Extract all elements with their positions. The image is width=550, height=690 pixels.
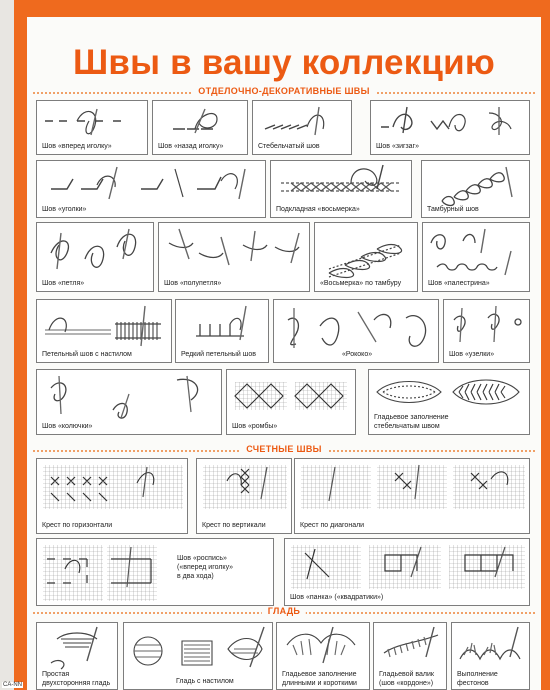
- stitch-card-cross-horizontal: [36, 458, 188, 534]
- stitch-card-loop: [36, 222, 154, 292]
- section-header-decorative: [33, 86, 535, 100]
- stitch-card-long-short: [276, 622, 370, 690]
- stitch-card-figure8: [270, 160, 412, 218]
- stitch-caption: Шов «назад иголку»: [158, 143, 224, 150]
- stitch-caption: двухсторонняя гладь: [42, 680, 111, 687]
- stitch-card-figure8chain: [314, 222, 418, 292]
- stitch-card-sparse-buttonhole: [175, 299, 269, 363]
- stitch-caption: Простая: [42, 671, 70, 678]
- section-label: ОТДЕЛОЧНО-ДЕКОРАТИВНЫЕ ШВЫ: [192, 86, 375, 96]
- stitch-card-halfloop: [158, 222, 310, 292]
- section-header-satin: [33, 606, 535, 620]
- stitch-card-padded-satin: [123, 622, 273, 690]
- stitch-caption: Петельный шов с настилом: [42, 351, 132, 358]
- stitch-caption: фестонов: [457, 680, 489, 687]
- stitch-card-cross-diagonal: [294, 458, 530, 534]
- section-header-counted: [33, 444, 535, 458]
- stitch-caption: Крест по диагонали: [300, 522, 365, 529]
- stitch-card-zigzag: [370, 100, 530, 155]
- stitch-card-cross-vertical: [196, 458, 292, 534]
- stitch-caption: («вперед иголку»: [177, 564, 234, 571]
- stitch-caption: Крест по горизонтали: [42, 522, 113, 529]
- stitch-caption: Гладьевое заполнение: [374, 414, 449, 421]
- stitch-caption: Крест по вертикали: [202, 522, 266, 529]
- stitch-card-stem: [252, 100, 352, 155]
- section-label: СЧЕТНЫЕ ШВЫ: [240, 444, 328, 454]
- page-title: Швы в вашу коллекцию: [73, 43, 495, 82]
- stitch-card-rococo: [273, 299, 439, 363]
- stitch-diagram: [37, 539, 274, 606]
- stitch-card-festoon: [451, 622, 530, 690]
- stitch-card-buttonhole-satin: [36, 299, 172, 363]
- stitch-caption: «Рококо»: [342, 351, 373, 358]
- section-label: ГЛАДЬ: [262, 606, 306, 616]
- stitch-card-rhombus: [226, 369, 356, 435]
- stitch-caption: Шов «колючки»: [42, 423, 93, 430]
- photo-credit: CA-NN: [3, 682, 22, 688]
- stitch-card-forward: [36, 100, 148, 155]
- stitch-caption: Шов «палестрина»: [428, 280, 490, 287]
- stitch-caption: Редкий петельный шов: [181, 351, 256, 358]
- stitch-caption: Гладьевой валик: [379, 671, 434, 678]
- stitch-card-panka: [284, 538, 530, 606]
- stitch-caption: Шов «ромбы»: [232, 423, 278, 430]
- stitch-caption: Шов «уголки»: [42, 206, 87, 213]
- sheet: [27, 17, 541, 690]
- stitch-caption: «Восьмерка» по тамбуру: [320, 280, 402, 287]
- stitch-caption: Шов «роспись»: [177, 555, 227, 562]
- stitch-caption: стебельчатым швом: [374, 423, 440, 430]
- stitch-caption: Шов «узелки»: [449, 351, 495, 358]
- stitch-caption: Шов «петля»: [42, 280, 85, 287]
- stitch-card-corners: [36, 160, 266, 218]
- stitch-caption: Подкладная «восьмерка»: [276, 206, 360, 213]
- stitch-caption: длинными и короткими: [282, 680, 357, 687]
- stitch-caption: Выполнение: [457, 671, 498, 678]
- stitch-card-stem-fill: [368, 369, 530, 435]
- stitch-caption: Шов «зигзаг»: [376, 143, 420, 150]
- stitch-caption: Шов «полупетля»: [164, 280, 222, 287]
- stitch-caption: Шов «вперед иголку»: [42, 143, 112, 150]
- stitch-card-holbein: [36, 538, 274, 606]
- stitch-card-cordonnet: [373, 622, 447, 690]
- stitch-card-simple-satin: [36, 622, 118, 690]
- stitch-card-palestrina: [422, 222, 530, 292]
- stitch-card-knots: [443, 299, 530, 363]
- stitch-caption: Гладьевое заполнение: [282, 671, 357, 678]
- stitch-caption: Гладь с настилом: [176, 678, 234, 685]
- stitch-card-thorns: [36, 369, 222, 435]
- stitch-card-chain: [421, 160, 530, 218]
- stitch-caption: в два хода): [177, 573, 214, 580]
- stitch-caption: Шов «панка» («квадратики»): [290, 594, 384, 601]
- stitch-card-back: [152, 100, 248, 155]
- stitch-caption: (шов «кордоне»): [379, 680, 434, 687]
- stitch-caption: Тамбурный шов: [427, 206, 479, 213]
- stitch-caption: Стебельчатый шов: [258, 143, 320, 150]
